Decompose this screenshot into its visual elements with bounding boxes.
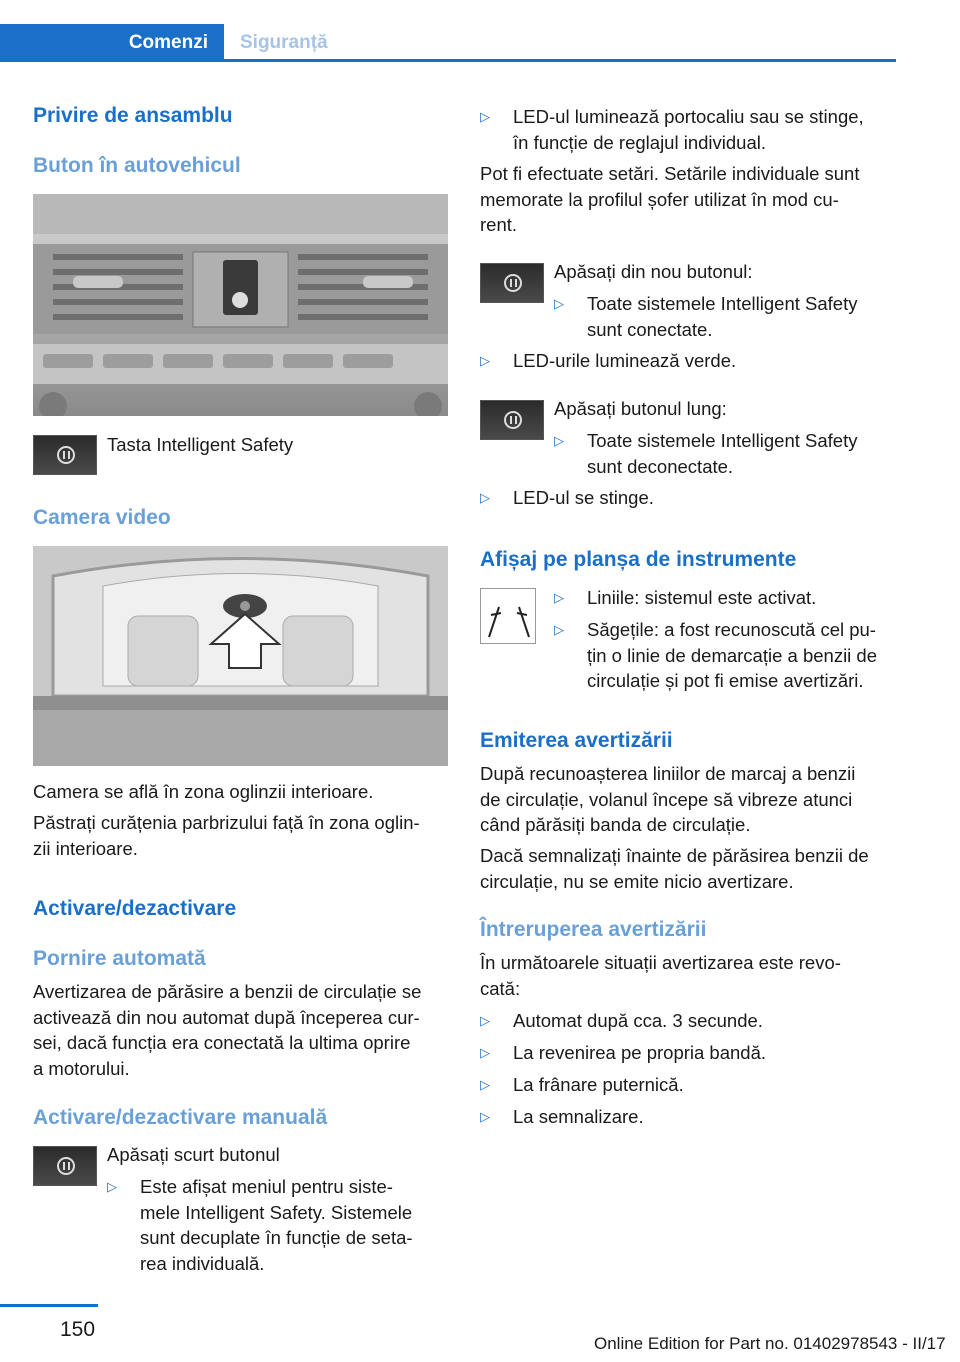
press-long-text: Apăsați butonul lung:	[554, 398, 727, 419]
bullet-triangle-icon: ▷	[480, 490, 490, 505]
bullet-triangle-icon: ▷	[480, 109, 490, 124]
intelligent-safety-button-icon	[480, 400, 544, 440]
list-item: ▷ La revenirea pe propria bandă.	[480, 1040, 766, 1066]
page-header	[0, 0, 960, 62]
page-number: 150	[60, 1318, 96, 1341]
settings-text: Pot fi efectuate setări. Setările individuale sunt memorate la profilul șofer utilizat în mod cu- rent.	[480, 163, 860, 235]
warning-text-1: După recunoașterea liniilor de marcaj a benzii de circulație, volanul începe să vibreze atunci când părăsiți banda de circulație.	[480, 763, 856, 835]
bullet-triangle-icon: ▷	[480, 353, 490, 368]
camera-cleaning-text: Păstrați curățenia parbrizului față în zona oglin- zii interioare.	[33, 812, 420, 859]
camera-location-text: Camera se află în zona oglinzii interioare.	[33, 781, 374, 802]
interrupt-heading: Întreruperea avertizării	[480, 918, 707, 941]
bullet-triangle-icon: ▷	[554, 296, 564, 311]
windshield-camera-photo	[33, 546, 448, 766]
button-heading: Buton în autovehicul	[33, 154, 241, 177]
list-item: ▷ Automat după cca. 3 secunde.	[480, 1008, 763, 1034]
display-title: Afișaj pe planșa de instrumente	[480, 548, 797, 571]
camera-heading: Camera video	[33, 506, 171, 529]
manual-press-text: Apăsați scurt butonul	[107, 1144, 280, 1165]
tab-comenzi[interactable]: Comenzi	[0, 24, 224, 62]
button-caption: Tasta Intelligent Safety	[107, 434, 294, 455]
dashboard-button-photo	[33, 194, 448, 416]
manual-heading: Activare/dezactivare manuală	[33, 1106, 328, 1129]
list-item: ▷ La frânare puternică.	[480, 1072, 684, 1098]
lane-lines-icon	[480, 588, 536, 644]
list-item: ▷ Este afișat meniul pentru siste- mele Intelligent Safety. Sistemele sunt decuplate în funcție de seta- rea individuală.	[107, 1176, 413, 1274]
activation-title: Activare/dezactivare	[33, 897, 237, 920]
overview-title: Privire de ansamblu	[33, 104, 233, 127]
list-item: ▷ La semnalizare.	[480, 1104, 644, 1130]
list-item: ▷ Săgețile: a fost recunoscută cel pu- țin o linie de demarcație a benzii de circulație și pot fi emise avertizări.	[554, 619, 878, 691]
list-item: ▷ Toate sistemele Intelligent Safety sunt deconectate.	[554, 430, 858, 477]
footer-rule	[0, 1304, 98, 1307]
bullet-triangle-icon: ▷	[480, 1109, 490, 1124]
auto-start-heading: Pornire automată	[33, 947, 206, 970]
auto-start-text: Avertizarea de părăsire a benzii de circulație se activează din nou automat după începerea cur- sei, dacă funcția era conectată la ultima oprire a motorului.	[33, 981, 422, 1079]
edition-text: Online Edition for Part no. 01402978543 - II/17	[594, 1334, 946, 1353]
list-item: ▷ LED-urile luminează verde.	[480, 348, 736, 374]
bullet-triangle-icon: ▷	[480, 1045, 490, 1060]
press-again-text: Apăsați din nou butonul:	[554, 261, 753, 282]
header-rule	[224, 59, 896, 62]
intelligent-safety-button-icon	[33, 1146, 97, 1186]
bullet-triangle-icon: ▷	[554, 433, 564, 448]
bullet-triangle-icon: ▷	[480, 1013, 490, 1028]
interrupt-text: În următoarele situații avertizarea este revo- cată:	[480, 952, 841, 999]
list-item: ▷ Liniile: sistemul este activat.	[554, 585, 816, 611]
bullet-triangle-icon: ▷	[107, 1179, 117, 1194]
bullet-triangle-icon: ▷	[554, 590, 564, 605]
warning-title: Emiterea avertizării	[480, 729, 673, 752]
warning-text-2: Dacă semnalizați înainte de părăsirea benzii de circulație, nu se emite nicio avertizare.	[480, 845, 869, 892]
tab-siguranta[interactable]: Siguranță	[240, 32, 328, 53]
bullet-triangle-icon: ▷	[554, 622, 564, 637]
list-item: ▷ LED-ul luminează portocaliu sau se stinge, în funcție de reglajul individual.	[480, 106, 864, 153]
list-item: ▷ LED-ul se stinge.	[480, 485, 654, 511]
list-item: ▷ Toate sistemele Intelligent Safety sunt conectate.	[554, 293, 858, 340]
intelligent-safety-button-icon	[480, 263, 544, 303]
bullet-triangle-icon: ▷	[480, 1077, 490, 1092]
intelligent-safety-button-icon	[33, 435, 97, 475]
